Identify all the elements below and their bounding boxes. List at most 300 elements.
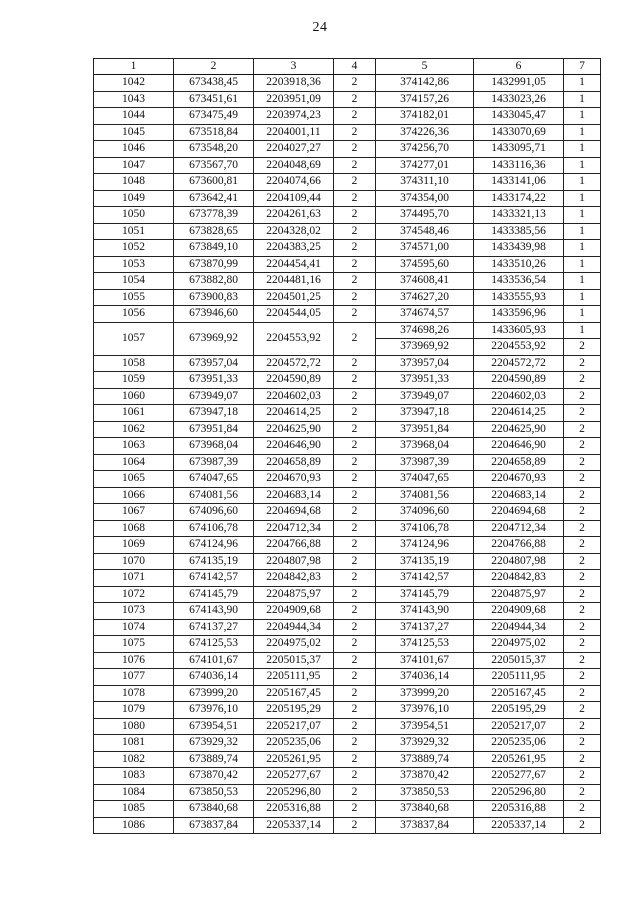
table-cell: 673438,45 <box>174 75 254 92</box>
table-cell: 373999,20 <box>376 685 474 702</box>
table-cell: 1 <box>564 91 601 108</box>
table-cell: 374495,70 <box>376 207 474 224</box>
table-cell: 2 <box>334 751 376 768</box>
table-cell: 373987,39 <box>376 454 474 471</box>
table-cell: 2 <box>564 471 601 488</box>
table-cell: 2205235,06 <box>254 735 334 752</box>
table-row <box>94 751 601 768</box>
table-row <box>94 372 601 389</box>
table-row <box>94 421 601 438</box>
table-cell: 2 <box>564 537 601 554</box>
table-cell: 373840,68 <box>376 801 474 818</box>
table-cell: 1 <box>564 190 601 207</box>
table-cell: 1082 <box>94 751 174 768</box>
table-cell: 2204670,93 <box>254 471 334 488</box>
table-row <box>94 91 601 108</box>
table-cell: 374256,70 <box>376 141 474 158</box>
table-cell: 2 <box>564 735 601 752</box>
table-row <box>94 570 601 587</box>
table-cell: 1071 <box>94 570 174 587</box>
table-cell: 2204658,89 <box>254 454 334 471</box>
table-cell: 2 <box>564 669 601 686</box>
table-cell: 374142,57 <box>376 570 474 587</box>
table-cell: 1053 <box>94 256 174 273</box>
table-cell: 1076 <box>94 652 174 669</box>
table-cell: 2204544,05 <box>254 306 334 323</box>
table-cell: 2205195,29 <box>474 702 564 719</box>
table-cell: 674124,96 <box>174 537 254 554</box>
table-cell: 2204614,25 <box>474 405 564 422</box>
table-cell: 2204614,25 <box>254 405 334 422</box>
table-row <box>94 768 601 785</box>
table-cell: 2 <box>334 124 376 141</box>
table-cell: 1066 <box>94 487 174 504</box>
table-cell: 2204261,63 <box>254 207 334 224</box>
table-cell: 2205195,29 <box>254 702 334 719</box>
table-cell: 2204328,02 <box>254 223 334 240</box>
table-cell: 374081,56 <box>376 487 474 504</box>
table-cell: 673518,84 <box>174 124 254 141</box>
table-row <box>94 801 601 818</box>
table-cell: 673828,65 <box>174 223 254 240</box>
table-row <box>94 603 601 620</box>
table-cell: 2 <box>334 636 376 653</box>
table-cell: 2 <box>334 306 376 323</box>
table-row <box>94 537 601 554</box>
table-cell: 2 <box>334 438 376 455</box>
table-cell: 1 <box>564 174 601 191</box>
table-cell: 1049 <box>94 190 174 207</box>
table-cell: 1 <box>564 240 601 257</box>
column-header: 4 <box>334 59 376 75</box>
table-cell: 1086 <box>94 817 174 834</box>
table-row <box>94 652 601 669</box>
page-number: 24 <box>312 20 328 35</box>
table-cell: 673900,83 <box>174 289 254 306</box>
table-cell: 2 <box>334 718 376 735</box>
table-cell: 2 <box>334 553 376 570</box>
table-cell: 1080 <box>94 718 174 735</box>
table-cell: 2 <box>564 355 601 372</box>
table-cell: 374548,46 <box>376 223 474 240</box>
table-cell: 2204454,41 <box>254 256 334 273</box>
table-cell: 1433141,06 <box>474 174 564 191</box>
table-cell: 674096,60 <box>174 504 254 521</box>
table-row <box>94 273 601 290</box>
table-cell: 2 <box>334 817 376 834</box>
table-cell: 1072 <box>94 586 174 603</box>
column-header: 5 <box>376 59 474 75</box>
table-cell: 2 <box>334 784 376 801</box>
table-row <box>94 240 601 257</box>
column-header: 6 <box>474 59 564 75</box>
table-cell: 674125,53 <box>174 636 254 653</box>
table-cell: 673999,20 <box>174 685 254 702</box>
table-row <box>94 669 601 686</box>
table-cell: 1075 <box>94 636 174 653</box>
table-cell: 2 <box>334 768 376 785</box>
table-cell: 673475,49 <box>174 108 254 125</box>
table-cell: 2 <box>334 685 376 702</box>
table-header-row <box>94 59 601 75</box>
table-cell: 2204670,93 <box>474 471 564 488</box>
table-cell: 2205261,95 <box>474 751 564 768</box>
table-cell: 374627,20 <box>376 289 474 306</box>
table-cell: 2 <box>564 768 601 785</box>
table-cell: 2 <box>334 190 376 207</box>
table-cell: 2204944,34 <box>254 619 334 636</box>
table-cell: 2205167,45 <box>254 685 334 702</box>
table-cell: 1063 <box>94 438 174 455</box>
table-cell: 673947,18 <box>174 405 254 422</box>
table-cell: 2 <box>564 784 601 801</box>
table-row <box>94 817 601 834</box>
table-row <box>94 636 601 653</box>
table-cell: 2204766,88 <box>474 537 564 554</box>
table-cell: 373929,32 <box>376 735 474 752</box>
coordinate-table <box>93 58 601 834</box>
table-cell: 374226,36 <box>376 124 474 141</box>
table-cell: 1069 <box>94 537 174 554</box>
table-cell: 374698,26 <box>376 322 474 339</box>
table-row <box>94 784 601 801</box>
table-cell: 1055 <box>94 289 174 306</box>
table-cell: 2204553,92 <box>254 322 334 355</box>
table-cell: 673870,99 <box>174 256 254 273</box>
table-row <box>94 141 601 158</box>
table-cell: 2 <box>334 421 376 438</box>
table-cell: 674142,57 <box>174 570 254 587</box>
table-cell: 374608,41 <box>376 273 474 290</box>
table-cell: 1 <box>564 75 601 92</box>
table-cell: 2205111,95 <box>254 669 334 686</box>
table-cell: 673850,53 <box>174 784 254 801</box>
table-cell: 2204553,92 <box>474 339 564 356</box>
table-cell: 374674,57 <box>376 306 474 323</box>
table-cell: 673969,92 <box>174 322 254 355</box>
table-cell: 374142,86 <box>376 75 474 92</box>
table-cell: 673548,20 <box>174 141 254 158</box>
table-cell: 674081,56 <box>174 487 254 504</box>
table-cell: 1077 <box>94 669 174 686</box>
table-row <box>94 586 601 603</box>
table-cell: 2 <box>334 735 376 752</box>
table-cell: 2 <box>334 405 376 422</box>
table-cell: 374571,00 <box>376 240 474 257</box>
table-cell: 674145,79 <box>174 586 254 603</box>
table-cell: 2205316,88 <box>474 801 564 818</box>
table-cell: 1070 <box>94 553 174 570</box>
table-cell: 2204383,25 <box>254 240 334 257</box>
table-cell: 2 <box>334 75 376 92</box>
table-cell: 1433536,54 <box>474 273 564 290</box>
table-cell: 1433095,71 <box>474 141 564 158</box>
table-cell: 2 <box>334 487 376 504</box>
table-cell: 2204909,68 <box>474 603 564 620</box>
table-cell: 373947,18 <box>376 405 474 422</box>
table-cell: 373951,33 <box>376 372 474 389</box>
table-cell: 1050 <box>94 207 174 224</box>
table-cell: 2204590,89 <box>254 372 334 389</box>
table-row <box>94 718 601 735</box>
table-cell: 1 <box>564 124 601 141</box>
table-cell: 2205015,37 <box>474 652 564 669</box>
table-cell: 2204590,89 <box>474 372 564 389</box>
table-cell: 374157,26 <box>376 91 474 108</box>
table-cell: 1045 <box>94 124 174 141</box>
table-row <box>94 504 601 521</box>
table-cell: 2 <box>334 504 376 521</box>
table-cell: 2205337,14 <box>254 817 334 834</box>
table-cell: 374145,79 <box>376 586 474 603</box>
table-cell: 1 <box>564 289 601 306</box>
table-cell: 1 <box>564 207 601 224</box>
table-cell: 2 <box>334 240 376 257</box>
table-row <box>94 124 601 141</box>
table-cell: 673849,10 <box>174 240 254 257</box>
table-cell: 374354,00 <box>376 190 474 207</box>
table-cell: 2204712,34 <box>474 520 564 537</box>
table-cell: 2 <box>334 388 376 405</box>
table-cell: 374595,60 <box>376 256 474 273</box>
table-cell: 1433321,13 <box>474 207 564 224</box>
table-cell: 1433605,93 <box>474 322 564 339</box>
table-cell: 673840,68 <box>174 801 254 818</box>
table-cell: 1078 <box>94 685 174 702</box>
table-cell: 2 <box>564 718 601 735</box>
table-cell: 673451,61 <box>174 91 254 108</box>
table-cell: 2 <box>564 652 601 669</box>
table-cell: 1 <box>564 273 601 290</box>
table-cell: 2 <box>334 570 376 587</box>
table-cell: 2 <box>564 685 601 702</box>
table-cell: 2205235,06 <box>474 735 564 752</box>
table-cell: 673889,74 <box>174 751 254 768</box>
table-row <box>94 735 601 752</box>
table-cell: 2205277,67 <box>474 768 564 785</box>
table-cell: 1 <box>564 141 601 158</box>
table-row <box>94 207 601 224</box>
table-cell: 2204875,97 <box>474 586 564 603</box>
table-cell: 1047 <box>94 157 174 174</box>
table-cell: 1043 <box>94 91 174 108</box>
table-row <box>94 289 601 306</box>
table-cell: 2 <box>564 586 601 603</box>
table-cell: 1 <box>564 322 601 339</box>
table-row <box>94 256 601 273</box>
table-cell: 2 <box>334 586 376 603</box>
table-cell: 673567,70 <box>174 157 254 174</box>
table-cell: 1433439,98 <box>474 240 564 257</box>
table-row <box>94 322 601 339</box>
table-cell: 2205277,67 <box>254 768 334 785</box>
table-cell: 1 <box>564 108 601 125</box>
table-cell: 2204646,90 <box>474 438 564 455</box>
table-cell: 2 <box>564 619 601 636</box>
table-row <box>94 553 601 570</box>
table-cell: 1065 <box>94 471 174 488</box>
table-cell: 374182,01 <box>376 108 474 125</box>
table-cell: 2 <box>564 421 601 438</box>
table-cell: 373951,84 <box>376 421 474 438</box>
table-cell: 374101,67 <box>376 652 474 669</box>
table-cell: 1 <box>564 157 601 174</box>
table-cell: 373837,84 <box>376 817 474 834</box>
table-cell: 2 <box>334 108 376 125</box>
table-cell: 673951,33 <box>174 372 254 389</box>
table-cell: 673954,51 <box>174 718 254 735</box>
table-cell: 2 <box>334 669 376 686</box>
table-cell: 2204001,11 <box>254 124 334 141</box>
table-cell: 2205261,95 <box>254 751 334 768</box>
table-row <box>94 157 601 174</box>
table-cell: 1433023,26 <box>474 91 564 108</box>
table-cell: 2 <box>334 801 376 818</box>
table-cell: 2 <box>564 405 601 422</box>
table-cell: 2 <box>564 603 601 620</box>
table-row <box>94 405 601 422</box>
table-cell: 1068 <box>94 520 174 537</box>
table-cell: 2203918,36 <box>254 75 334 92</box>
column-header: 2 <box>174 59 254 75</box>
table-cell: 2205167,45 <box>474 685 564 702</box>
table-cell: 2204109,44 <box>254 190 334 207</box>
table-cell: 673968,04 <box>174 438 254 455</box>
table-row <box>94 306 601 323</box>
table-cell: 1 <box>564 306 601 323</box>
table-cell: 1432991,05 <box>474 75 564 92</box>
table-cell: 2 <box>564 801 601 818</box>
table-cell: 373954,51 <box>376 718 474 735</box>
table-cell: 2 <box>334 471 376 488</box>
table-cell: 374047,65 <box>376 471 474 488</box>
table-cell: 2 <box>334 454 376 471</box>
table-cell: 674143,90 <box>174 603 254 620</box>
table-cell: 2 <box>564 487 601 504</box>
table-cell: 2204712,34 <box>254 520 334 537</box>
table-cell: 1060 <box>94 388 174 405</box>
table-row <box>94 174 601 191</box>
table-cell: 674137,27 <box>174 619 254 636</box>
table-row <box>94 438 601 455</box>
table-row <box>94 487 601 504</box>
table-row <box>94 75 601 92</box>
table-cell: 2204683,14 <box>254 487 334 504</box>
table-cell: 2 <box>334 322 376 355</box>
table-cell: 1433116,36 <box>474 157 564 174</box>
table-cell: 2205015,37 <box>254 652 334 669</box>
table-cell: 1064 <box>94 454 174 471</box>
table-cell: 673870,42 <box>174 768 254 785</box>
table-cell: 2 <box>334 537 376 554</box>
table-cell: 2204481,16 <box>254 273 334 290</box>
table-cell: 2 <box>564 520 601 537</box>
table-cell: 2203974,23 <box>254 108 334 125</box>
table-cell: 2204658,89 <box>474 454 564 471</box>
table-cell: 374125,53 <box>376 636 474 653</box>
table-cell: 2 <box>564 553 601 570</box>
table-cell: 2 <box>564 454 601 471</box>
table-cell: 1048 <box>94 174 174 191</box>
table-cell: 1 <box>564 256 601 273</box>
table-cell: 374135,19 <box>376 553 474 570</box>
table-cell: 373969,92 <box>376 339 474 356</box>
table-cell: 2204602,03 <box>254 388 334 405</box>
table-cell: 673882,80 <box>174 273 254 290</box>
table-cell: 1433070,69 <box>474 124 564 141</box>
table-cell: 2204875,97 <box>254 586 334 603</box>
table-cell: 674036,14 <box>174 669 254 686</box>
table-row <box>94 685 601 702</box>
table-cell: 673987,39 <box>174 454 254 471</box>
table-cell: 2 <box>334 520 376 537</box>
table-cell: 1058 <box>94 355 174 372</box>
table-cell: 2203951,09 <box>254 91 334 108</box>
table-cell: 2204975,02 <box>254 636 334 653</box>
table-cell: 2 <box>334 652 376 669</box>
table-cell: 673949,07 <box>174 388 254 405</box>
table-cell: 673778,39 <box>174 207 254 224</box>
table-cell: 1057 <box>94 322 174 355</box>
table-cell: 1073 <box>94 603 174 620</box>
table-row <box>94 454 601 471</box>
table-cell: 374124,96 <box>376 537 474 554</box>
table-row <box>94 702 601 719</box>
table-cell: 1046 <box>94 141 174 158</box>
table-cell: 2204602,03 <box>474 388 564 405</box>
table-cell: 673600,81 <box>174 174 254 191</box>
column-header: 1 <box>94 59 174 75</box>
table-cell: 374311,10 <box>376 174 474 191</box>
table-cell: 673946,60 <box>174 306 254 323</box>
table-cell: 2 <box>334 619 376 636</box>
table-row <box>94 388 601 405</box>
table-cell: 2 <box>334 174 376 191</box>
table-cell: 1084 <box>94 784 174 801</box>
table-cell: 1433596,96 <box>474 306 564 323</box>
table-cell: 2 <box>564 570 601 587</box>
table-cell: 2204766,88 <box>254 537 334 554</box>
table-cell: 374277,01 <box>376 157 474 174</box>
table-cell: 2 <box>334 256 376 273</box>
table-cell: 1433510,26 <box>474 256 564 273</box>
table-row <box>94 190 601 207</box>
table-cell: 2205111,95 <box>474 669 564 686</box>
table-cell: 2 <box>564 372 601 389</box>
table-cell: 2204572,72 <box>474 355 564 372</box>
table-cell: 1052 <box>94 240 174 257</box>
table-cell: 2204842,83 <box>254 570 334 587</box>
table-cell: 374096,60 <box>376 504 474 521</box>
table-cell: 2 <box>334 702 376 719</box>
table-cell: 1081 <box>94 735 174 752</box>
table-cell: 2 <box>564 636 601 653</box>
table-cell: 1051 <box>94 223 174 240</box>
table-cell: 373889,74 <box>376 751 474 768</box>
table-cell: 2 <box>564 388 601 405</box>
table-cell: 2204027,27 <box>254 141 334 158</box>
table-row <box>94 619 601 636</box>
table-cell: 374137,27 <box>376 619 474 636</box>
table-cell: 1044 <box>94 108 174 125</box>
table-cell: 2204501,25 <box>254 289 334 306</box>
table-cell: 2 <box>334 289 376 306</box>
table-cell: 2 <box>334 141 376 158</box>
table-cell: 2204944,34 <box>474 619 564 636</box>
table-cell: 2204807,98 <box>254 553 334 570</box>
table-cell: 1056 <box>94 306 174 323</box>
table-cell: 2 <box>334 157 376 174</box>
